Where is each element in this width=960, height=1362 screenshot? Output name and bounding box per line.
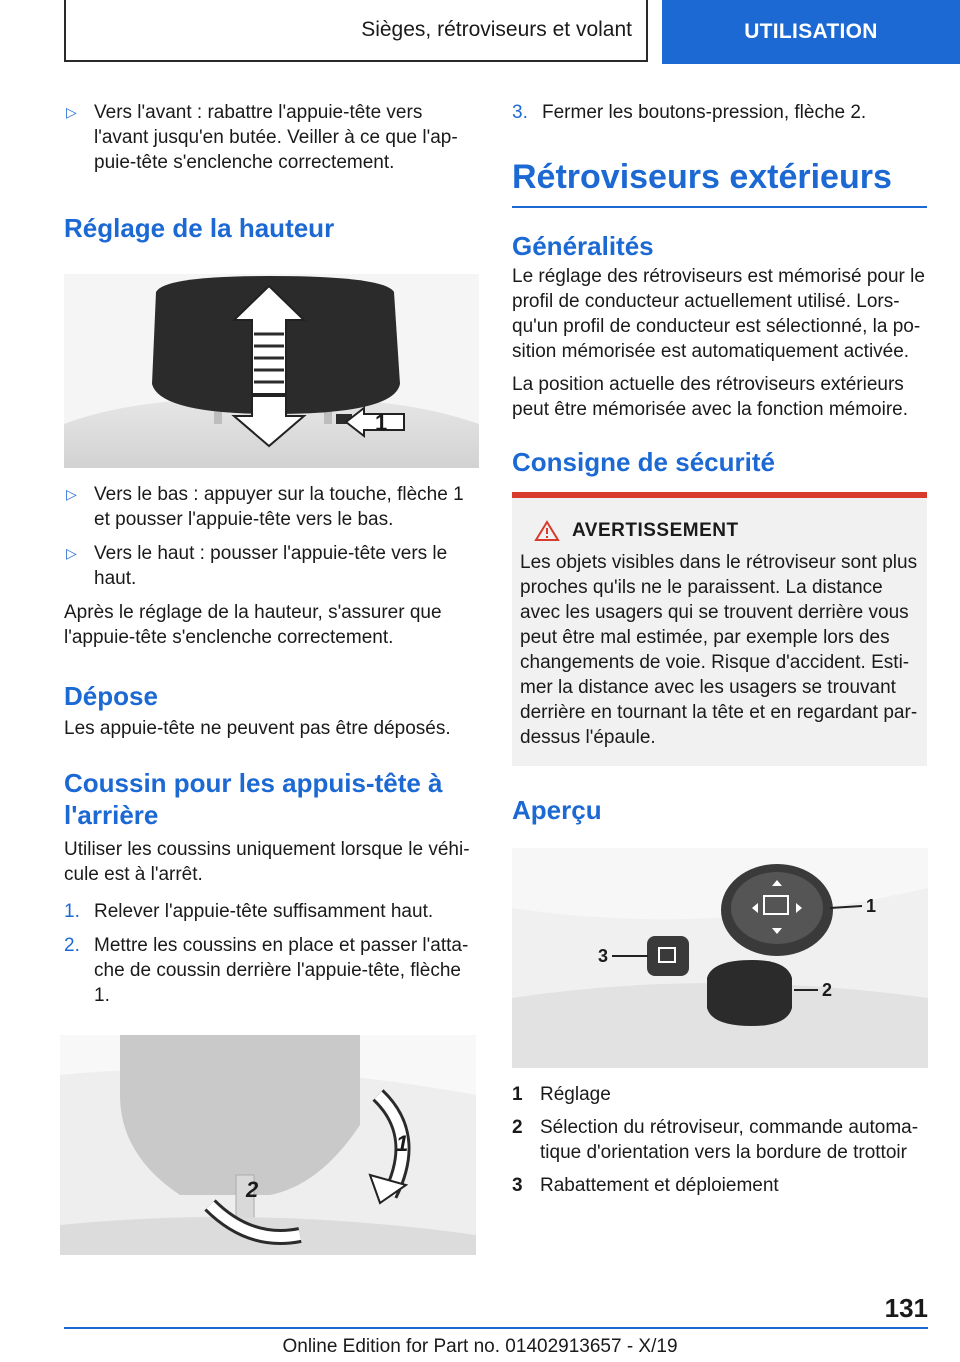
figure-callout-1: 1 — [396, 1131, 409, 1156]
right-column — [512, 100, 927, 826]
mirror-controls-illustration — [512, 848, 928, 1068]
cushion-text: Utiliser les coussins uniquement lorsque le véhicule est à l'arrêt. — [64, 839, 470, 885]
legend-item: 2 Sélection du rétroviseur, commande automatique d'orientation vers la bordure de trottoir — [512, 1117, 919, 1163]
legend-item: 3 Rabattement et déploiement — [512, 1175, 779, 1196]
legend-item: 1 Réglage — [512, 1084, 611, 1105]
overview-heading: Aperçu — [512, 795, 602, 825]
warning-box — [512, 492, 927, 766]
footer-divider — [64, 1327, 928, 1329]
removal-heading: Dépose — [64, 681, 158, 711]
bullet-up: ▷ Vers le haut : pousser l'appuie-tête vers le haut. — [66, 543, 448, 589]
headrest-illustration — [64, 274, 479, 468]
chapter-header — [64, 0, 648, 62]
mirror-controls-figure — [512, 848, 928, 1068]
headrest-height-figure — [64, 274, 479, 468]
step-3: 3. Fermer les boutons-pression, flèche 2. — [512, 102, 867, 123]
chapter-title: Sièges, rétroviseurs et volant — [361, 18, 632, 41]
left-column — [64, 100, 479, 1017]
bullet-front: ▷ Vers l'avant : rabattre l'appuie-tête vers l'avant jusqu'en butée. Veiller à ce que l'appuie-tête s'enclenche correctement. — [66, 102, 458, 173]
removal-text: Les appuie-tête ne peuvent pas être déposés. — [64, 718, 451, 739]
bullet-down: ▷ Vers le bas : appuyer sur la touche, flèche 1 et pousser l'appuie-tête vers le bas. — [66, 484, 464, 530]
height-heading: Réglage de la hauteur — [64, 213, 335, 243]
figure-callout-1: 1 — [866, 896, 877, 916]
general-paragraph-1: Le réglage des rétroviseurs est mémorisé pour le profil de conducteur actuellement utilisé. Lorsqu'un profil de conducteur est sélectionné, la position mémorisée est automatiquement activée. — [512, 266, 925, 362]
general-paragraph-2: La position actuelle des rétroviseurs extérieurs peut être mémorisée avec la fonction mémoire. — [512, 374, 909, 420]
mirrors-heading: Rétroviseurs extérieurs — [512, 156, 927, 208]
cushion-figure — [60, 1035, 476, 1255]
after-height-text: Après le réglage de la hauteur, s'assurer que l'appuie-tête s'enclenche correctement. — [64, 602, 442, 648]
safety-heading: Consigne de sécurité — [512, 447, 775, 477]
general-heading: Généralités — [512, 231, 654, 261]
legend-list — [512, 1082, 928, 1206]
warning-title: AVERTISSEMENT — [534, 520, 919, 542]
edition-text: Online Edition for Part no. 01402913657 - X/19 — [282, 1336, 678, 1357]
cushion-illustration — [60, 1035, 476, 1255]
triangle-bullet-icon: ▷ — [66, 545, 77, 561]
triangle-bullet-icon: ▷ — [66, 486, 77, 502]
figure-callout-2: 2 — [822, 980, 833, 1000]
section-tab — [662, 0, 960, 64]
figure-callout-3: 3 — [598, 946, 609, 966]
triangle-bullet-icon: ▷ — [66, 104, 77, 120]
section-label: UTILISATION — [744, 20, 878, 43]
footer-text — [0, 1336, 960, 1358]
page-number: 131 — [884, 1293, 928, 1323]
step-2: 2. Mettre les coussins en place et passer l'attache de coussin derrière l'appuie-tête, flèche 1. — [64, 935, 469, 1006]
warning-text: Les objets visibles dans le rétroviseur sont plus proches qu'ils ne le paraissent. La distance avec les usagers qui se trouvent derrière vous peut être mal estimée, par exemple lors des changements de voie. Risque d'accident. Estimer la distance avec les usagers se trouvant derrière en tournant la tête et en regardant pardessus l'épaule. — [520, 552, 918, 748]
cushion-heading: Coussin pour les appuis-tête à l'arrière — [64, 768, 443, 830]
figure-callout-1: 1 — [375, 410, 388, 435]
figure-callout-2: 2 — [246, 1177, 259, 1202]
step-1: 1. Relever l'appuie-tête suffisamment haut. — [64, 901, 434, 922]
warning-triangle-icon — [534, 520, 560, 542]
